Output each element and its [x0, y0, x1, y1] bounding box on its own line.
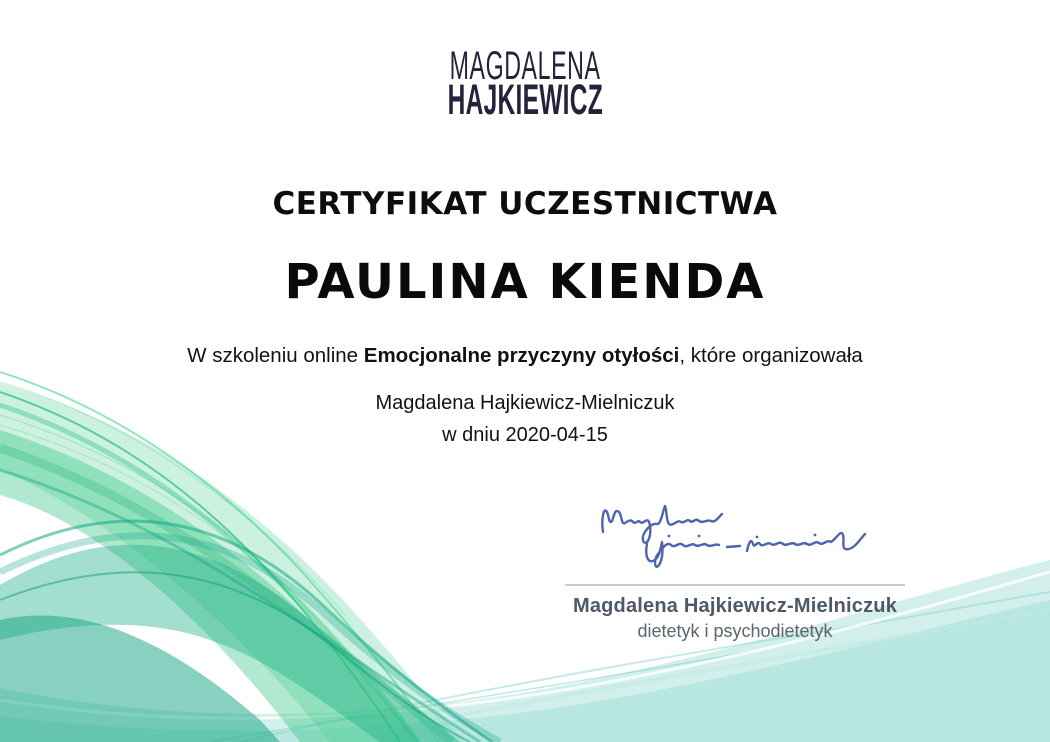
logo-line1-text: MAGDALENA [449, 44, 601, 88]
signature-line [565, 584, 905, 586]
certificate-title: CERTYFIKAT UCZESTNICTWA [272, 186, 778, 222]
body-line-organizer: Magdalena Hajkiewicz-Mielniczuk [375, 392, 675, 414]
signatory-title: dietetyk i psychodietetyk [637, 621, 833, 641]
recipient-name: PAULINA KIENDA [284, 254, 766, 310]
body-line-date: w dniu 2020-04-15 [442, 424, 608, 446]
signature-handwriting [585, 494, 885, 578]
course-name: Emocjonalne przyczyny otyłości [363, 344, 680, 367]
body-prefix: W szkoleniu online [187, 344, 364, 367]
signatory-name: Magdalena Hajkiewicz-Mielniczuk [572, 595, 898, 617]
signature-block [565, 494, 905, 642]
logo-hajkiewicz [0, 76, 1050, 125]
logo-line2-text: HAJKIEWICZ [447, 76, 603, 124]
body-suffix: , które organizowała [679, 344, 863, 367]
body-line-course [0, 344, 1050, 368]
